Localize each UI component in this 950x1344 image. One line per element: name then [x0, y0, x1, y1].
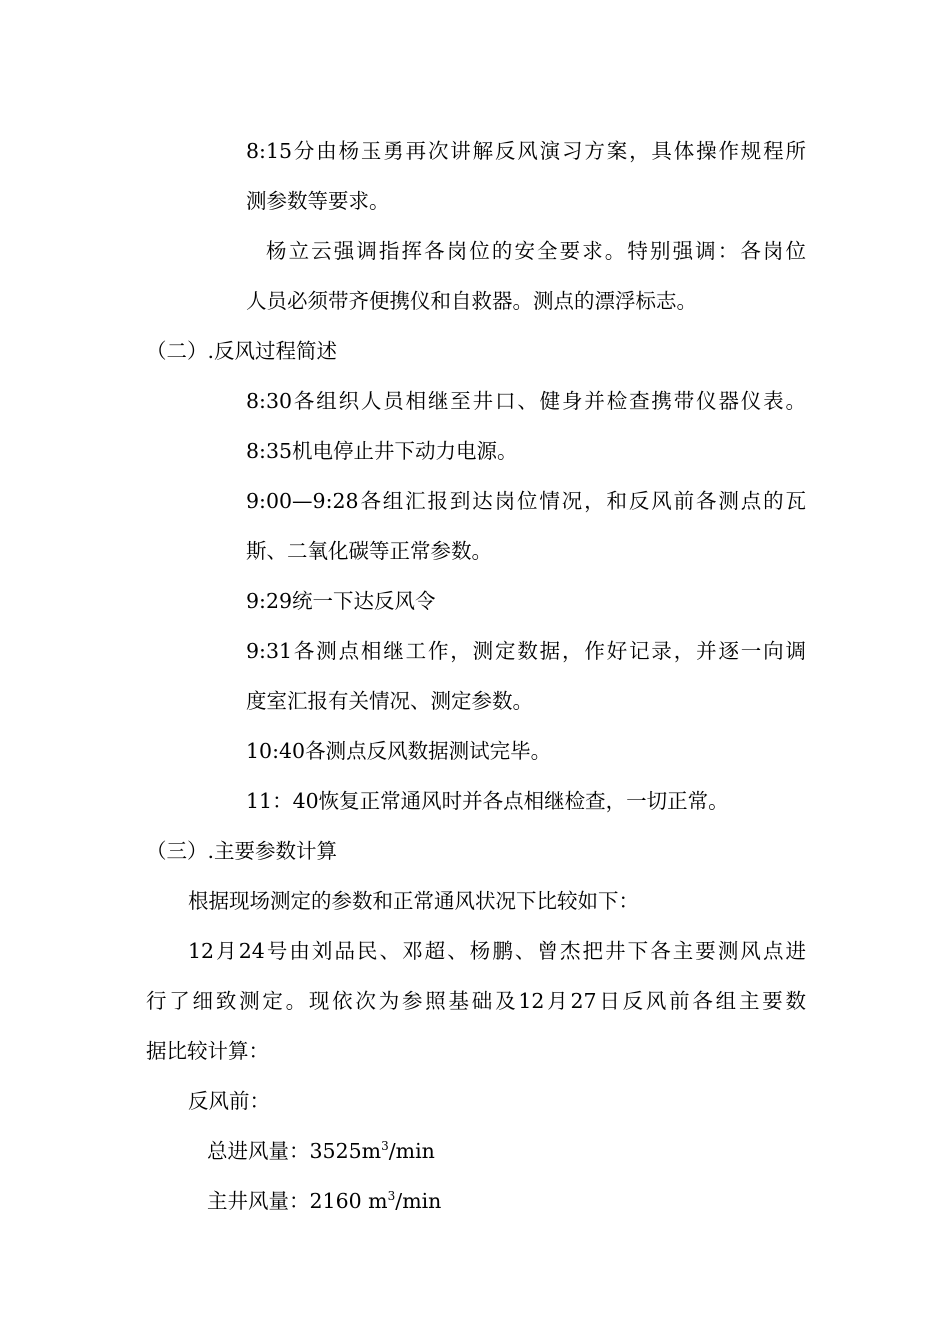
- total-air-label: 总进风量：3525m: [207, 1139, 382, 1163]
- main-shaft-air-exponent: 3: [387, 1189, 396, 1203]
- paragraph-line: 8:30各组织人员相继至井口、健身并检查携带仪器仪表。: [246, 389, 806, 413]
- paragraph-line: 据比较计算：: [146, 1039, 269, 1063]
- paragraph-line: 杨立云强调指挥各岗位的安全要求。特别强调：各岗位: [266, 239, 806, 263]
- paragraph-line: 9:00—9:28各组汇报到达岗位情况，和反风前各测点的瓦: [246, 489, 806, 513]
- paragraph-line: 9:31各测点相继工作，测定数据，作好记录，并逐一向调: [246, 639, 806, 663]
- paragraph-line: 行了细致测定。现依次为参照基础及12月27日反风前各组主要数: [146, 989, 806, 1013]
- paragraph-line: 根据现场测定的参数和正常通风状况下比较如下：: [188, 889, 639, 913]
- paragraph-line: 9:29统一下达反风令: [246, 589, 436, 613]
- paragraph-line: 8:15分由杨玉勇再次讲解反风演习方案，具体操作规程所: [246, 139, 806, 163]
- total-air-unit: /min: [388, 1139, 435, 1163]
- paragraph-line: 测参数等要求。: [246, 189, 390, 213]
- paragraph-line: 10:40各测点反风数据测试完毕。: [246, 739, 552, 763]
- total-air-volume: [207, 1136, 435, 1166]
- main-shaft-air-volume: [207, 1186, 441, 1216]
- paragraph-line: 8:35机电停止井下动力电源。: [246, 439, 518, 463]
- paragraph-line: 人员必须带齐便携仪和自救器。测点的漂浮标志。: [246, 289, 697, 313]
- paragraph-line: 12月24号由刘品民、邓超、杨鹏、曾杰把井下各主要测风点进: [188, 939, 806, 963]
- paragraph-line: 11：40恢复正常通风时并各点相继检查，一切正常。: [246, 789, 729, 813]
- total-air-exponent: 3: [381, 1139, 389, 1153]
- main-shaft-air-label: 主井风量：2160 m: [207, 1189, 388, 1213]
- paragraph-line: 度室汇报有关情况、测定参数。: [246, 689, 533, 713]
- paragraph-line: 反风前：: [188, 1089, 270, 1113]
- paragraph-line: 斯、二氧化碳等正常参数。: [246, 539, 492, 563]
- section-heading: （二）.反风过程简述: [146, 339, 338, 363]
- main-shaft-air-unit: /min: [395, 1189, 442, 1213]
- section-heading: （三）.主要参数计算: [146, 839, 338, 863]
